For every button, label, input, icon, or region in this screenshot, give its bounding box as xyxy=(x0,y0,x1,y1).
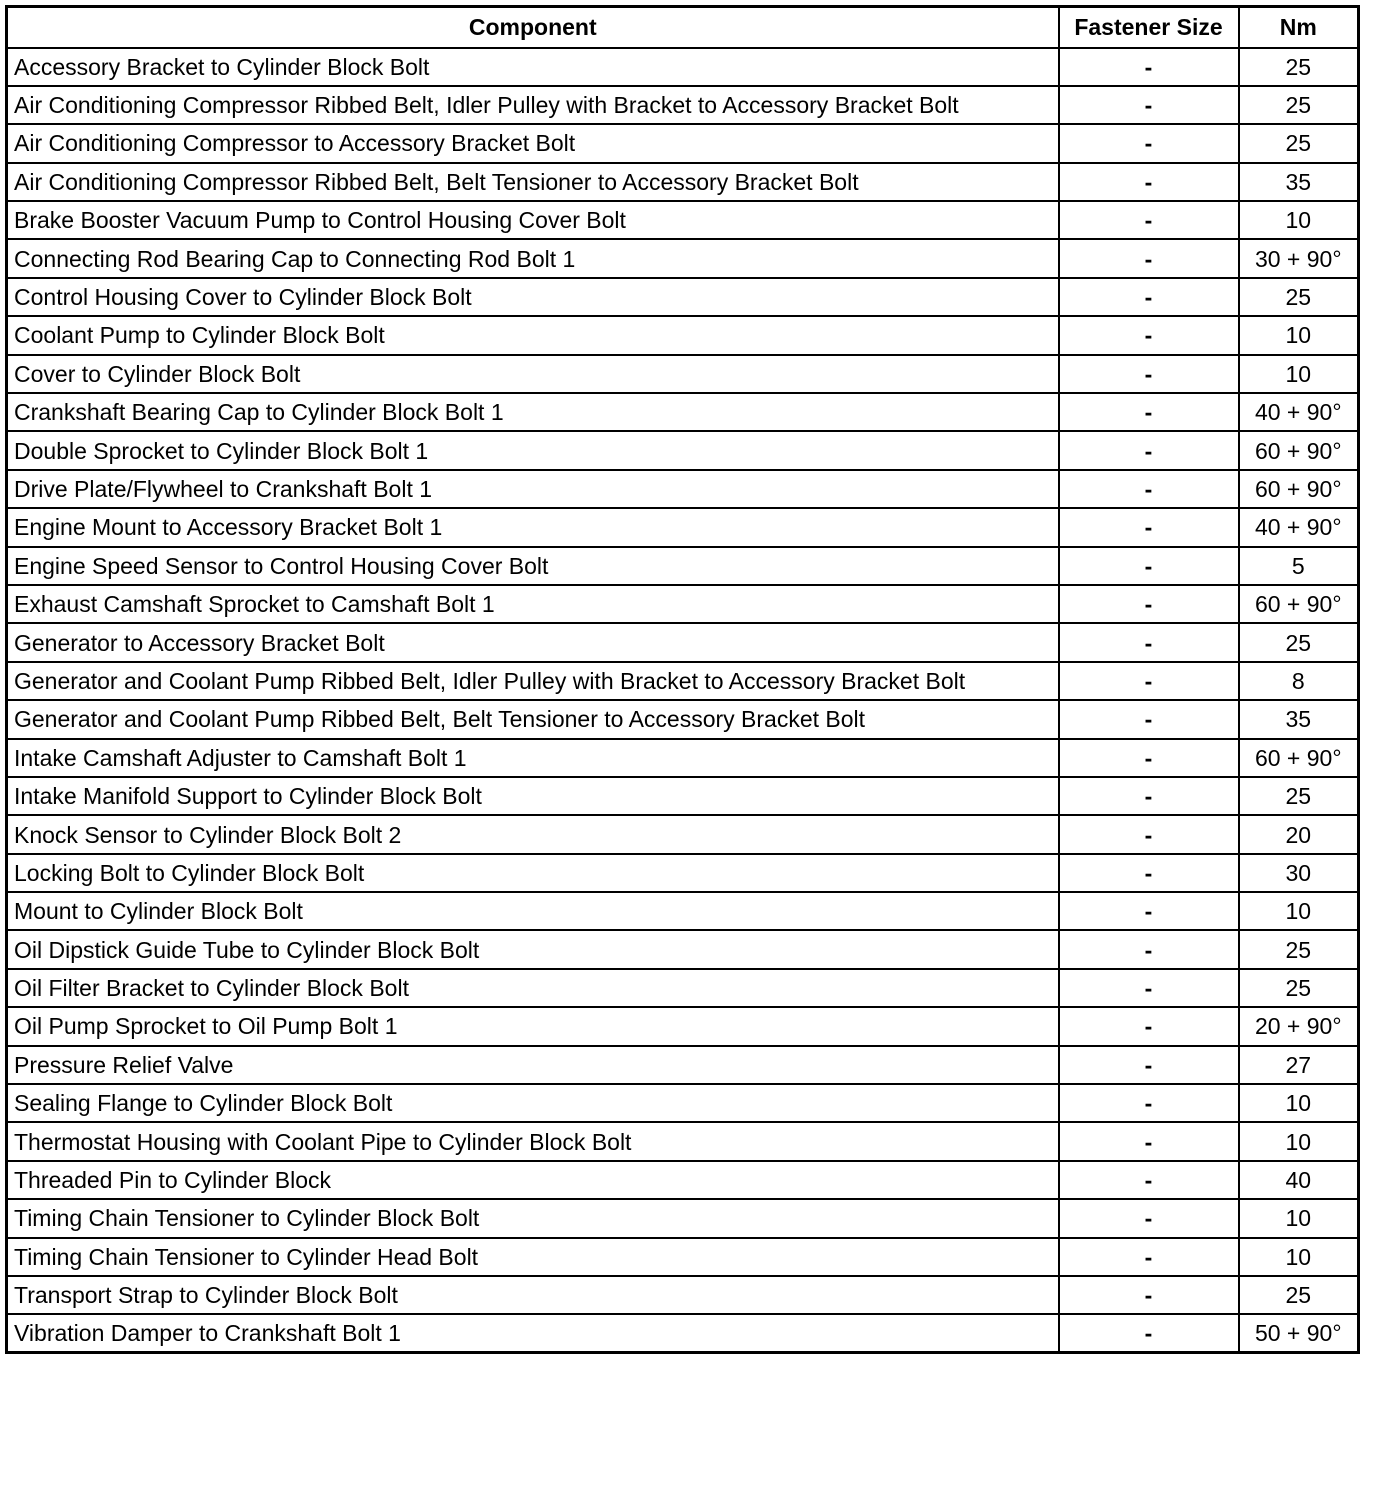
cell-component: Mount to Cylinder Block Bolt xyxy=(7,892,1059,930)
table-row xyxy=(7,1046,1359,1084)
table-row xyxy=(7,239,1359,277)
cell-fastener-size: - xyxy=(1059,239,1239,277)
table-row xyxy=(7,1238,1359,1276)
cell-nm: 25 xyxy=(1239,48,1359,86)
cell-fastener-size: - xyxy=(1059,777,1239,815)
cell-nm: 25 xyxy=(1239,124,1359,162)
table-row xyxy=(7,1276,1359,1314)
cell-fastener-size: - xyxy=(1059,739,1239,777)
cell-nm: 10 xyxy=(1239,201,1359,239)
cell-fastener-size: - xyxy=(1059,1007,1239,1045)
cell-component: Generator and Coolant Pump Ribbed Belt, Idler Pulley with Bracket to Accessory Bracket Bolt xyxy=(7,662,1059,700)
cell-fastener-size: - xyxy=(1059,662,1239,700)
cell-fastener-size: - xyxy=(1059,1199,1239,1237)
table-row xyxy=(7,316,1359,354)
cell-nm: 20 + 90° xyxy=(1239,1007,1359,1045)
table-row xyxy=(7,700,1359,738)
cell-component: Pressure Relief Valve xyxy=(7,1046,1059,1084)
table-row xyxy=(7,163,1359,201)
cell-nm: 35 xyxy=(1239,700,1359,738)
cell-nm: 30 + 90° xyxy=(1239,239,1359,277)
cell-component: Air Conditioning Compressor to Accessory Bracket Bolt xyxy=(7,124,1059,162)
table-row xyxy=(7,508,1359,546)
cell-component: Exhaust Camshaft Sprocket to Camshaft Bolt 1 xyxy=(7,585,1059,623)
cell-fastener-size: - xyxy=(1059,508,1239,546)
cell-nm: 25 xyxy=(1239,86,1359,124)
cell-fastener-size: - xyxy=(1059,700,1239,738)
table-row xyxy=(7,431,1359,469)
cell-fastener-size: - xyxy=(1059,470,1239,508)
cell-component: Intake Camshaft Adjuster to Camshaft Bolt 1 xyxy=(7,739,1059,777)
cell-component: Intake Manifold Support to Cylinder Block Bolt xyxy=(7,777,1059,815)
cell-component: Timing Chain Tensioner to Cylinder Block Bolt xyxy=(7,1199,1059,1237)
cell-fastener-size: - xyxy=(1059,48,1239,86)
cell-component: Timing Chain Tensioner to Cylinder Head Bolt xyxy=(7,1238,1059,1276)
table-row xyxy=(7,355,1359,393)
cell-nm: 25 xyxy=(1239,969,1359,1007)
table-row xyxy=(7,815,1359,853)
table-row xyxy=(7,892,1359,930)
cell-fastener-size: - xyxy=(1059,316,1239,354)
column-header-nm: Nm xyxy=(1239,7,1359,48)
cell-component: Generator and Coolant Pump Ribbed Belt, Belt Tensioner to Accessory Bracket Bolt xyxy=(7,700,1059,738)
table-row xyxy=(7,1161,1359,1199)
table-row xyxy=(7,470,1359,508)
cell-component: Oil Pump Sprocket to Oil Pump Bolt 1 xyxy=(7,1007,1059,1045)
cell-nm: 8 xyxy=(1239,662,1359,700)
cell-component: Crankshaft Bearing Cap to Cylinder Block Bolt 1 xyxy=(7,393,1059,431)
cell-fastener-size: - xyxy=(1059,278,1239,316)
cell-fastener-size: - xyxy=(1059,1122,1239,1160)
cell-nm: 40 + 90° xyxy=(1239,508,1359,546)
cell-nm: 10 xyxy=(1239,355,1359,393)
table-row xyxy=(7,547,1359,585)
cell-fastener-size: - xyxy=(1059,623,1239,661)
table-row xyxy=(7,1314,1359,1352)
cell-fastener-size: - xyxy=(1059,393,1239,431)
cell-fastener-size: - xyxy=(1059,1084,1239,1122)
table-row xyxy=(7,585,1359,623)
cell-fastener-size: - xyxy=(1059,163,1239,201)
cell-component: Oil Dipstick Guide Tube to Cylinder Block Bolt xyxy=(7,930,1059,968)
table-row xyxy=(7,739,1359,777)
table-body xyxy=(7,48,1359,1353)
cell-component: Air Conditioning Compressor Ribbed Belt, Idler Pulley with Bracket to Accessory Bracket Bolt xyxy=(7,86,1059,124)
cell-component: Accessory Bracket to Cylinder Block Bolt xyxy=(7,48,1059,86)
cell-nm: 60 + 90° xyxy=(1239,739,1359,777)
cell-nm: 60 + 90° xyxy=(1239,585,1359,623)
cell-fastener-size: - xyxy=(1059,854,1239,892)
cell-fastener-size: - xyxy=(1059,815,1239,853)
torque-spec-table xyxy=(5,5,1360,1354)
cell-component: Coolant Pump to Cylinder Block Bolt xyxy=(7,316,1059,354)
cell-component: Double Sprocket to Cylinder Block Bolt 1 xyxy=(7,431,1059,469)
cell-fastener-size: - xyxy=(1059,124,1239,162)
table-row xyxy=(7,48,1359,86)
cell-fastener-size: - xyxy=(1059,1046,1239,1084)
cell-nm: 10 xyxy=(1239,1122,1359,1160)
table-row xyxy=(7,623,1359,661)
cell-fastener-size: - xyxy=(1059,930,1239,968)
cell-nm: 10 xyxy=(1239,1084,1359,1122)
cell-component: Transport Strap to Cylinder Block Bolt xyxy=(7,1276,1059,1314)
cell-fastener-size: - xyxy=(1059,201,1239,239)
cell-nm: 5 xyxy=(1239,547,1359,585)
cell-fastener-size: - xyxy=(1059,431,1239,469)
table-row xyxy=(7,969,1359,1007)
cell-nm: 35 xyxy=(1239,163,1359,201)
table-row xyxy=(7,854,1359,892)
cell-nm: 27 xyxy=(1239,1046,1359,1084)
table-row xyxy=(7,201,1359,239)
table-row xyxy=(7,278,1359,316)
cell-component: Sealing Flange to Cylinder Block Bolt xyxy=(7,1084,1059,1122)
cell-component: Generator to Accessory Bracket Bolt xyxy=(7,623,1059,661)
cell-component: Knock Sensor to Cylinder Block Bolt 2 xyxy=(7,815,1059,853)
cell-component: Connecting Rod Bearing Cap to Connecting Rod Bolt 1 xyxy=(7,239,1059,277)
cell-nm: 30 xyxy=(1239,854,1359,892)
table-row xyxy=(7,662,1359,700)
cell-nm: 10 xyxy=(1239,316,1359,354)
cell-component: Engine Mount to Accessory Bracket Bolt 1 xyxy=(7,508,1059,546)
cell-fastener-size: - xyxy=(1059,585,1239,623)
column-header-fastener-size: Fastener Size xyxy=(1059,7,1239,48)
cell-nm: 25 xyxy=(1239,777,1359,815)
cell-nm: 50 + 90° xyxy=(1239,1314,1359,1352)
table-row xyxy=(7,1122,1359,1160)
cell-component: Threaded Pin to Cylinder Block xyxy=(7,1161,1059,1199)
cell-component: Air Conditioning Compressor Ribbed Belt, Belt Tensioner to Accessory Bracket Bolt xyxy=(7,163,1059,201)
cell-nm: 60 + 90° xyxy=(1239,470,1359,508)
cell-fastener-size: - xyxy=(1059,86,1239,124)
table-row xyxy=(7,1199,1359,1237)
cell-component: Drive Plate/Flywheel to Crankshaft Bolt 1 xyxy=(7,470,1059,508)
cell-component: Oil Filter Bracket to Cylinder Block Bolt xyxy=(7,969,1059,1007)
cell-component: Control Housing Cover to Cylinder Block Bolt xyxy=(7,278,1059,316)
cell-nm: 10 xyxy=(1239,892,1359,930)
table-row xyxy=(7,1084,1359,1122)
cell-fastener-size: - xyxy=(1059,1276,1239,1314)
cell-fastener-size: - xyxy=(1059,1238,1239,1276)
table-row xyxy=(7,124,1359,162)
table-row xyxy=(7,1007,1359,1045)
cell-component: Vibration Damper to Crankshaft Bolt 1 xyxy=(7,1314,1059,1352)
cell-component: Cover to Cylinder Block Bolt xyxy=(7,355,1059,393)
table-row xyxy=(7,393,1359,431)
cell-nm: 25 xyxy=(1239,1276,1359,1314)
cell-nm: 25 xyxy=(1239,278,1359,316)
column-header-component: Component xyxy=(7,7,1059,48)
table-row xyxy=(7,86,1359,124)
cell-nm: 25 xyxy=(1239,930,1359,968)
cell-nm: 40 xyxy=(1239,1161,1359,1199)
cell-nm: 20 xyxy=(1239,815,1359,853)
cell-component: Engine Speed Sensor to Control Housing Cover Bolt xyxy=(7,547,1059,585)
header-row xyxy=(7,7,1359,48)
cell-fastener-size: - xyxy=(1059,892,1239,930)
cell-fastener-size: - xyxy=(1059,547,1239,585)
cell-nm: 10 xyxy=(1239,1199,1359,1237)
cell-component: Thermostat Housing with Coolant Pipe to Cylinder Block Bolt xyxy=(7,1122,1059,1160)
cell-component: Brake Booster Vacuum Pump to Control Housing Cover Bolt xyxy=(7,201,1059,239)
cell-nm: 60 + 90° xyxy=(1239,431,1359,469)
table-row xyxy=(7,930,1359,968)
cell-fastener-size: - xyxy=(1059,1314,1239,1352)
cell-fastener-size: - xyxy=(1059,1161,1239,1199)
cell-nm: 25 xyxy=(1239,623,1359,661)
cell-fastener-size: - xyxy=(1059,355,1239,393)
cell-component: Locking Bolt to Cylinder Block Bolt xyxy=(7,854,1059,892)
table-row xyxy=(7,777,1359,815)
cell-nm: 10 xyxy=(1239,1238,1359,1276)
cell-fastener-size: - xyxy=(1059,969,1239,1007)
cell-nm: 40 + 90° xyxy=(1239,393,1359,431)
